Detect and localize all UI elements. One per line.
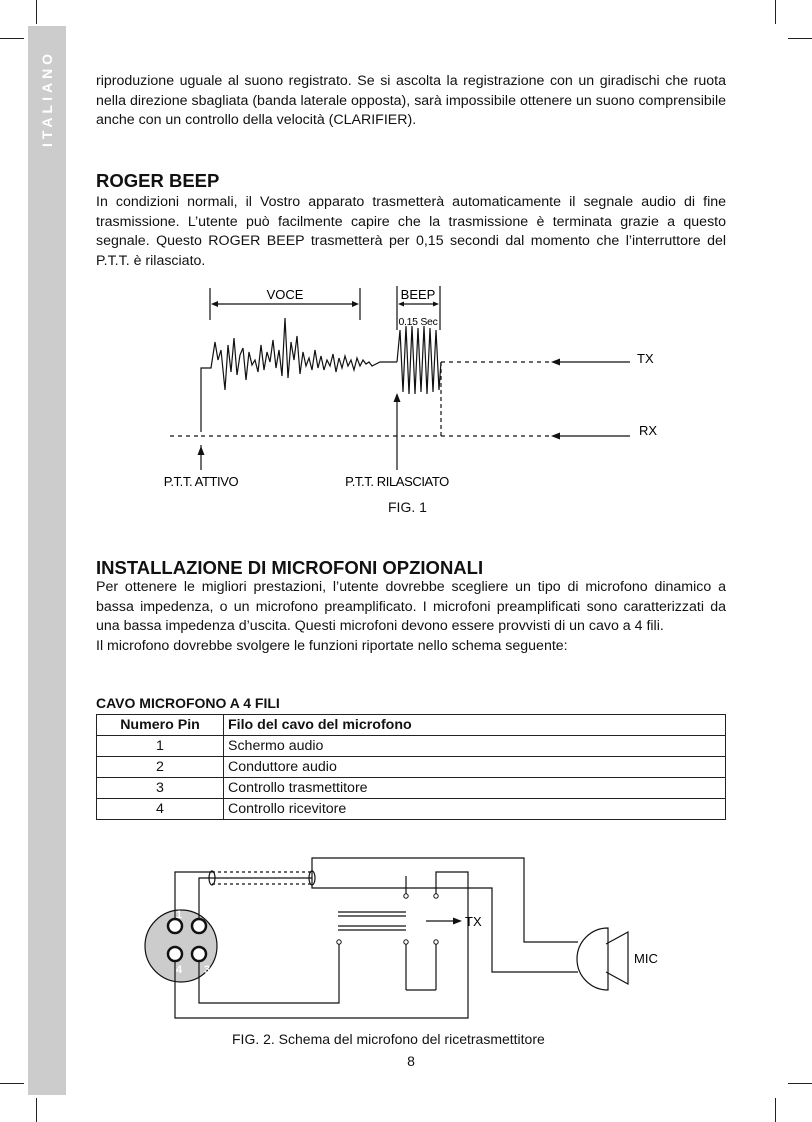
crop-mark [36,1098,37,1122]
microphones-paragraph-1: Per ottenere le migliori prestazioni, l’utente dovrebbe scegliere un tipo di microfono dinamico a bassa impedenza, o un microfono preamplificato. I microfoni preamplificati sono caratterizzati da una bassa impedenza d’uscita. Questi microfoni devono essere provvisti di un cavo a 4 fili. [96,579,726,634]
pin-3 [192,947,206,961]
tx-arrowhead [453,918,462,925]
table-row [97,757,726,778]
table-header-row [97,715,726,736]
fig2-diagram [0,840,812,1030]
terminal [434,940,438,944]
mic-body [577,928,608,990]
table-row [97,799,726,820]
microphones-text [96,578,726,656]
fig2-pin-label-4: 4 [176,964,183,976]
crop-mark [788,1083,812,1084]
cable-table [96,714,726,820]
fig2-label-tx: TX [465,914,482,929]
terminal [434,894,438,898]
fig2-pin-label-3: 3 [204,964,211,976]
mic-capsule [606,932,628,984]
pin-1 [168,919,182,933]
intro-paragraph: riproduzione uguale al suono registrato. Se si ascolta la registrazione con un giradischi che ruota nella direzione sbagliata (banda laterale opposta), sarà impossibile ottenere un suono comprensibile anche con un controllo della velocità (CLARIFIER). [96,73,726,128]
ptt-on-arrowhead [198,446,205,455]
table-cell-wire: Controllo ricevitore [224,799,726,820]
voce-arrowhead-left [211,301,218,307]
fig1-label-voce: VOCE [266,287,304,302]
rx-arrowhead [551,433,560,440]
table-header-wire: Filo del cavo del microfono [224,715,726,736]
fig2-pin-label-2: 2 [204,909,211,921]
roger-beep-heading: ROGER BEEP [96,170,220,191]
cable-table-title: CAVO MICROFONO A 4 FILI [96,695,280,711]
terminal [337,940,341,944]
wire-pin3 [199,942,339,1003]
ptt-off-arrowhead [394,393,401,402]
microphones-heading: INSTALLAZIONE DI MICROFONI OPZIONALI [96,557,484,578]
fig2-caption: FIG. 2. Schema del microfono del ricetrasmettitore [232,1031,545,1047]
roger-beep-paragraph: In condizioni normali, il Vostro apparato trasmetterà automaticamente il segnale audio di fine trasmissione. L’utente può facilmente capire che la trasmissione è terminata grazie a questo segnale. Questo ROGER BEEP trasmetterà per 0,15 secondi dal momento che l’interruttore del P.T.T. è rilasciato. [96,194,726,269]
table-cell-wire: Schermo audio [224,736,726,757]
wire-shield-mic [312,878,578,972]
beep-arrowhead-left [398,302,404,307]
table-cell-pin: 3 [97,778,224,799]
fig1-label-ptt-off: P.T.T. RILASCIATO [345,474,449,489]
fig2-label-mic: MIC [634,951,658,966]
fig2-pin-label-1: 1 [176,909,183,921]
table-cell-wire: Controllo trasmettitore [224,778,726,799]
microphones-paragraph-2: Il microfono dovrebbe svolgere le funzioni riportate nello schema seguente: [96,637,568,654]
table-row [97,778,726,799]
terminal [404,940,408,944]
voice-waveform [201,318,397,432]
voce-arrowhead-right [352,301,359,307]
table-header-pin: Numero Pin [97,715,224,736]
terminal [404,894,408,898]
table-cell-pin: 1 [97,736,224,757]
fig1-label-tx: TX [637,351,654,366]
table-cell-pin: 4 [97,799,224,820]
fig1-diagram [0,0,812,500]
table-cell-pin: 2 [97,757,224,778]
beep-arrowhead-right [433,302,439,307]
wire-pin4 [175,872,468,1018]
tx-arrowhead [551,359,560,366]
fig1-caption: FIG. 1 [388,499,427,515]
pin-2 [192,919,206,933]
crop-mark [0,1083,24,1084]
table-cell-wire: Conduttore audio [224,757,726,778]
fig1-label-rx: RX [639,423,658,438]
beep-waveform [397,326,441,394]
fig1-label-duration: 0.15 Sec [398,316,438,328]
table-row [97,736,726,757]
fig1-label-ptt-on: P.T.T. ATTIVO [163,474,239,489]
fig1-label-beep: BEEP [400,287,436,302]
crop-mark [775,1098,776,1122]
page-number: 8 [407,1053,415,1069]
pin-4 [168,947,182,961]
